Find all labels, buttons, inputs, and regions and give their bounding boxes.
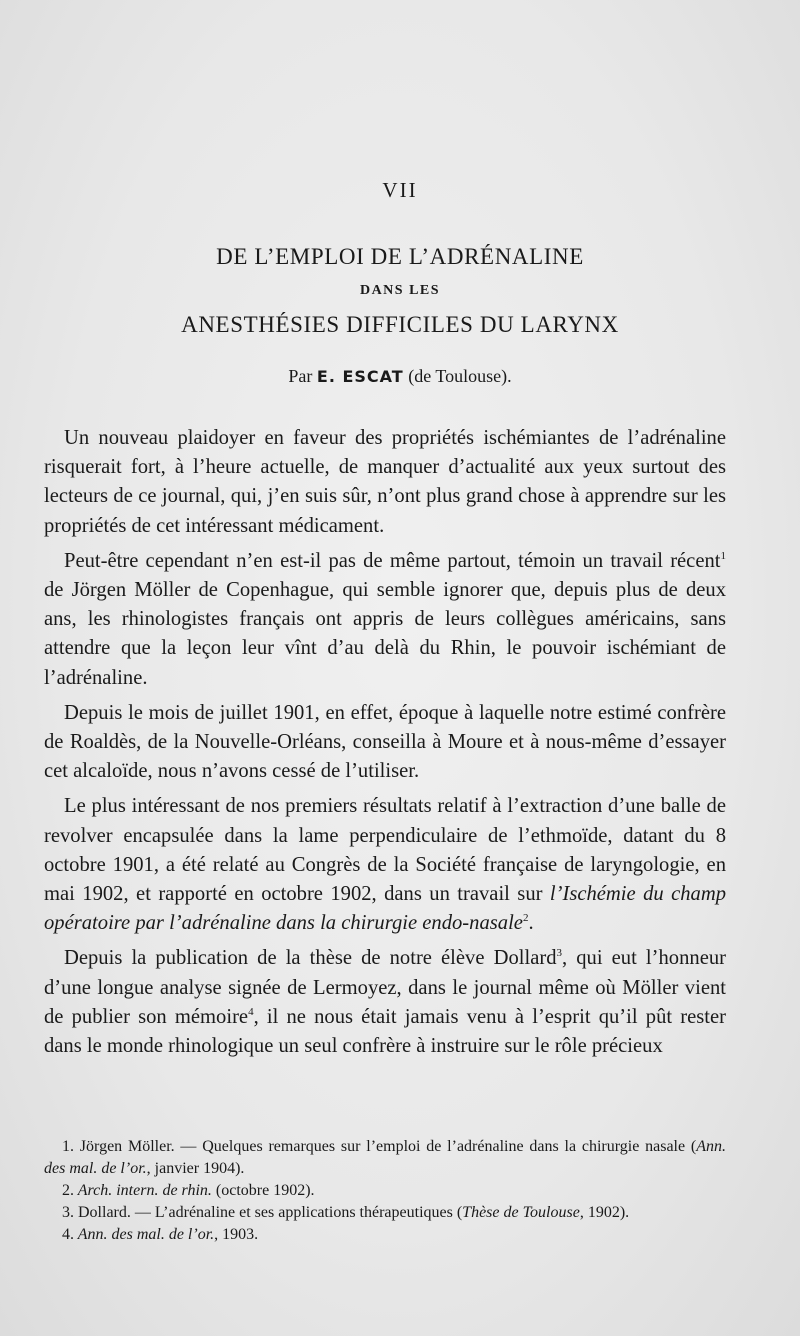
- footnote-4-text-b: , 1903.: [214, 1226, 259, 1243]
- paragraph-2: [44, 547, 726, 693]
- footnote-2-text-b: (octobre 1902).: [211, 1182, 315, 1199]
- footnote-2-number: 2.: [62, 1182, 74, 1199]
- footnote-2-italic: Arch. intern. de rhin.: [74, 1182, 212, 1199]
- footnote-1-number: 1.: [62, 1138, 74, 1155]
- paragraph-3: Depuis le mois de juillet 1901, en effet, époque à laquelle notre estimé confrère de Roaldès, de la Nouvelle-Orléans, conseilla à Moure et à nous-même d’essayer cet alcaloïde, nous n’avons cessé de l’utiliser.: [44, 701, 726, 783]
- author-prefix: Par: [288, 366, 313, 386]
- article-body: [44, 424, 726, 1061]
- footnote-1: [44, 1136, 726, 1180]
- paragraph-4-text-a: Le plus intéressant de nos premiers résultats relatif à l’extraction d’une balle de revolver encapsulée dans la lame perpendiculaire de l’ethmoïde, datant du 8 octobre 1901, a été relaté au Congrès de la Société française de laryngologie, en mai 1902, et rapporté en octobre 1902, dans un travail sur: [44, 795, 726, 906]
- paragraph-4-end: .: [528, 912, 534, 935]
- author-affiliation: (de Toulouse).: [408, 366, 512, 386]
- footnote-1-italic: Ann. des mal. de l’or.: [44, 1138, 726, 1177]
- footnote-1-text-a: Jörgen Möller. — Quelques remarques sur l’emploi de l’adrénaline dans la chirurgie nasale (: [74, 1138, 697, 1155]
- paragraph-4: [44, 792, 726, 938]
- footnote-3-italic: Thèse de Toulouse: [462, 1204, 580, 1221]
- footnote-3-number: 3.: [62, 1204, 74, 1221]
- footnote-3-text-a: Dollard. — L’adrénaline et ses applications thérapeutiques (: [74, 1204, 463, 1221]
- footnote-3-text-b: , 1902).: [579, 1204, 630, 1221]
- paragraph-1: Un nouveau plaidoyer en faveur des propriétés ischémiantes de l’adrénaline risquerait fort, à l’heure actuelle, de manquer d’actualité aux yeux surtout des lecteurs de ce journal, qui, j’en suis sûr, n’ont plus grand chose à apprendre sur les propriétés de cet intéressant médicament.: [44, 427, 726, 537]
- footnote-2: [44, 1180, 726, 1202]
- footnote-3: [44, 1202, 726, 1224]
- paragraph-5: [44, 944, 726, 1061]
- footnote-4: [44, 1224, 726, 1246]
- show-through: [40, 92, 760, 112]
- footnote-4-italic: Ann. des mal. de l’or.: [74, 1226, 215, 1243]
- footnote-ref-4: 4: [248, 1006, 254, 1018]
- paragraph-5-text-a: Depuis la publication de la thèse de notre élève Dollard: [64, 947, 557, 970]
- paragraph-5-text-b: , qui eut l’honneur d’une longue analyse signée de Lermoyez, dans le journal même où Möller vient de publier son mémoire: [44, 947, 726, 1028]
- footnote-1-text-b: , janvier 1904).: [146, 1160, 245, 1177]
- article-title-line1: DE L’EMPLOI DE L’ADRÉNALINE: [216, 244, 584, 269]
- article-title-connector: DANS LES: [359, 283, 441, 298]
- author-line: [0, 366, 800, 387]
- paragraph-2-text-a: Peut-être cependant n’en est-il pas de même partout, témoin un travail récent: [64, 549, 721, 572]
- footnote-ref-1: 1: [720, 549, 726, 562]
- footnote-4-number: 4.: [62, 1226, 74, 1243]
- paragraph-4-italic: l’Ischémie du champ opératoire par l’adrénaline dans la chirurgie endo-nasale: [44, 883, 726, 935]
- paragraph-2-text-b: de Jörgen Möller de Copenhague, qui semble ignorer que, depuis plus de deux ans, les rhinologistes français ont appris de leurs collègues américains, sans attendre que la leçon leur vînt d’au delà du Rhin, le pouvoir ischémiant de l’adrénaline.: [44, 579, 726, 689]
- footnote-ref-3: 3: [556, 947, 562, 960]
- paragraph-5-text-c: , il ne nous était jamais venu à l’esprit qu’il pût rester dans le monde rhinologique un seul confrère à instruire sur le rôle précieux: [44, 1005, 726, 1058]
- footnote-ref-2: 2: [522, 912, 529, 925]
- chapter-number: VII: [382, 178, 418, 202]
- footnotes: [44, 1136, 726, 1246]
- article-title-line2: ANESTHÉSIES DIFFICILES DU LARYNX: [181, 312, 619, 337]
- author-name: E. ESCAT: [316, 367, 404, 386]
